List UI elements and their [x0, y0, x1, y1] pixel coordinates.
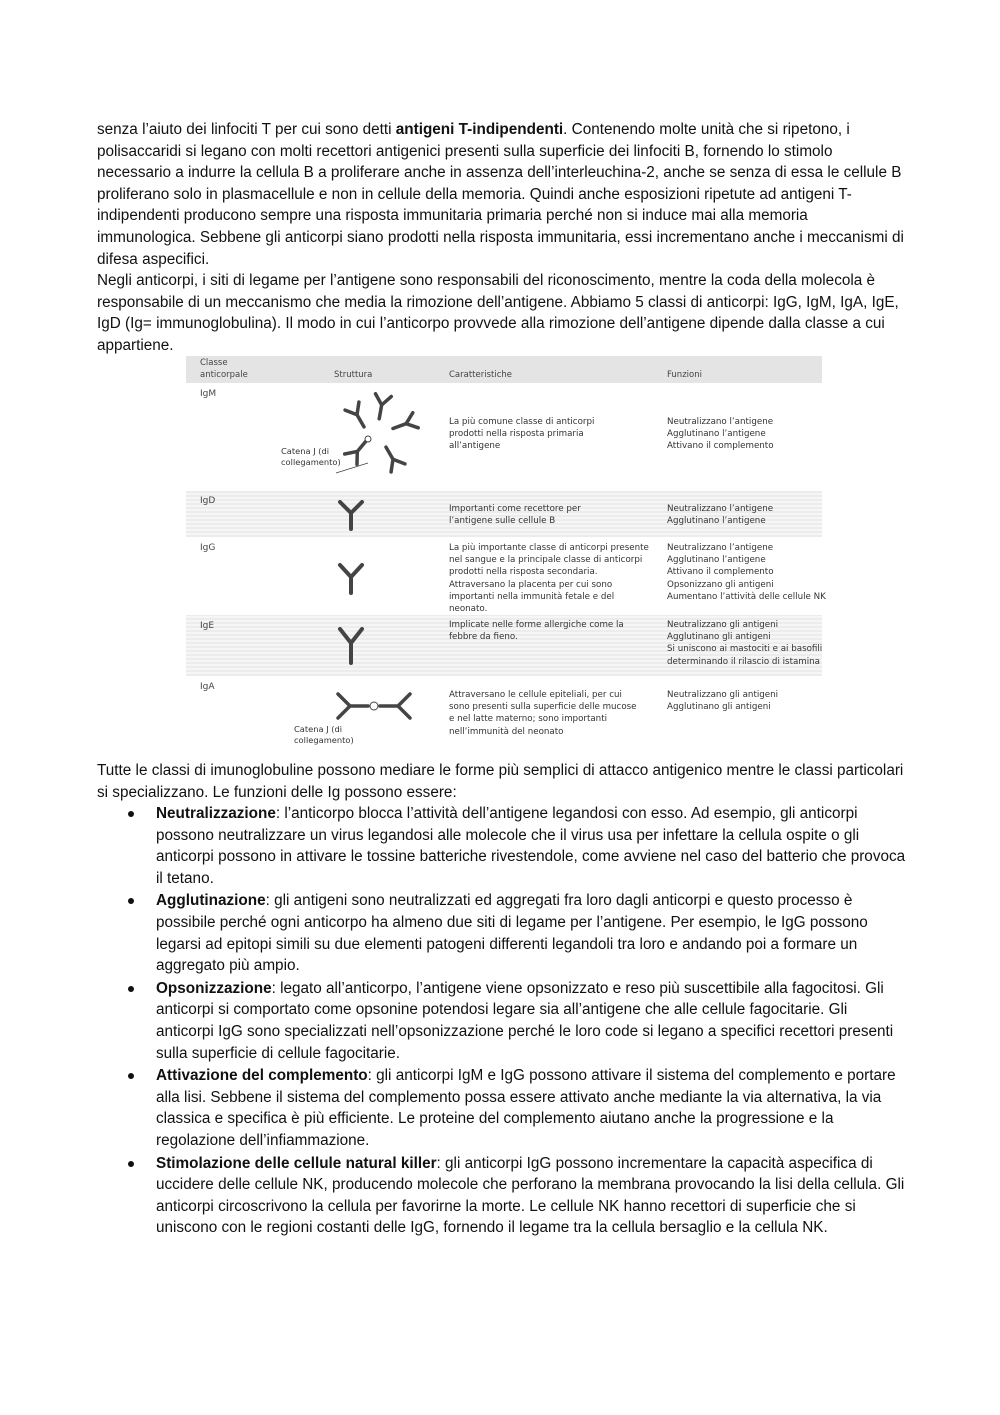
bullet-term: Attivazione del complemento — [156, 1067, 368, 1085]
list-item — [97, 1153, 909, 1239]
bullet-term: Opsonizzazione — [156, 979, 272, 997]
igm-pentamer-icon — [326, 391, 436, 491]
j-chain-label: Catena J (di collegamento) — [281, 446, 341, 467]
function-item: Si uniscono ai mastociti e ai basofili — [667, 644, 823, 655]
function-item: Attivano il complemento — [667, 567, 774, 578]
intro-bold-term: antigeni T-indipendenti — [395, 121, 564, 138]
row-igm — [186, 383, 822, 491]
row-ige — [186, 615, 822, 676]
bullet-icon — [128, 1073, 134, 1079]
row-iga — [186, 676, 822, 752]
function-item: determinando il rilascio di istamina — [667, 656, 821, 667]
bullet-icon — [128, 811, 134, 817]
antibody-classes-figure — [186, 356, 826, 752]
bullet-icon — [128, 898, 134, 904]
header-anticorpale: anticorpale — [200, 370, 248, 380]
function-item: Neutralizzano l’antigene — [667, 504, 774, 514]
class-name: IgM — [200, 389, 217, 399]
function-item: Neutralizzano l’antigene — [667, 543, 774, 553]
bullet-term: Neutralizzazione — [156, 805, 276, 822]
list-item — [97, 1065, 909, 1151]
class-description: Importanti come recettore per l’antigene sulle cellule B — [449, 504, 581, 527]
bullet-text: : legato all’anticorpo, l’antigene viene opsonizzato e reso più suscettibile alla fagocitosi. Gli anticorpi si comportato come opsonine potendosi legare sia all’antigene che alle cellule fagocitarie. Gli anticorpi IgG sono specializzati nell’opsonizzazione perché le loro code si legano a specifici recettori presenti sulla superficie di cellule fagocitarie. — [156, 979, 894, 1062]
function-item: Agglutinano l’antigene — [667, 429, 766, 440]
bullet-icon — [128, 1161, 134, 1167]
list-item — [97, 978, 909, 1064]
function-item: Agglutinano l’antigene — [667, 516, 766, 527]
class-name: IgA — [200, 682, 215, 692]
j-chain-label: Catena J (di collegamento) — [294, 724, 354, 745]
function-item: Agglutinano gli antigeni — [667, 702, 771, 713]
bullet-text: : gli antigeni sono neutralizzati ed aggregati fra loro dagli anticorpi e questo processo è possibile perché ogni anticorpo ha almeno due siti di legame per l’antigene. Per esempio, le IgG possono legarsi ad epitopi simili su due elementi patogeni differenti legandoli tra loro e andando poi a formare un aggregato più ampio. — [156, 892, 868, 975]
class-name: IgE — [200, 621, 215, 631]
class-description: La più importante classe di anticorpi presente nel sangue e la principale classe di anticorpi prodotti nella risposta secondaria. Attraversano la placenta per cui sono importanti nella immunità fetale e del neonato. — [449, 543, 649, 615]
bullet-icon — [128, 986, 134, 992]
list-item — [97, 803, 909, 889]
function-item: Neutralizzano gli antigeni — [667, 620, 779, 630]
iga-dimer-icon — [326, 684, 422, 728]
bullet-text: : gli anticorpi IgM e IgG possono attivare il sistema del complemento e portare alla lisi. Sebbene il sistema del complemento possa essere attivato anche mediante la via alternativa, la via classica e specifica è più efficiente. Le proteine del complemento aiutano anche la progressione e la regolazione dell’infiammazione. — [156, 1067, 896, 1149]
class-functions — [667, 416, 827, 453]
bullet-term: Agglutinazione — [156, 892, 266, 910]
function-item: Opsonizzano gli antigeni — [667, 579, 774, 590]
class-name: IgG — [200, 543, 216, 553]
class-name: IgD — [200, 496, 216, 506]
function-item: Neutralizzano l’antigene — [667, 417, 774, 427]
bullet-term: Stimolazione delle cellule natural killer — [156, 1154, 437, 1172]
class-description: Implicate nelle forme allergiche come la febbre da fieno. — [449, 620, 624, 643]
igg-monomer-icon — [336, 561, 366, 595]
figure-header — [186, 356, 822, 383]
class-functions — [667, 503, 827, 527]
functions-intro-paragraph: Tutte le classi di imunoglobuline possono mediare le forme più semplici di attacco antigenico mentre le classi particolari si specializzano. Le funzioni delle Ig possono essere: — [97, 762, 904, 801]
function-item: Neutralizzano gli antigeni — [667, 690, 779, 700]
ige-monomer-icon — [336, 625, 366, 665]
antibody-classes-paragraph: Negli anticorpi, i siti di legame per l’antigene sono responsabili del riconoscimento, mentre la coda della molecola è responsabile di un meccanismo che media la rimozione dell’antigene. Abbiamo 5 classi di anticorpi: IgG, IgM, IgA, IgE, IgD (Ig= immunoglobulina). Il modo in cui l’anticorpo provvede alla rimozione dell’antigene dipende dalla classe a cui appartiene. — [97, 272, 899, 354]
igd-monomer-icon — [336, 499, 366, 531]
function-item: Aumentano l’attività delle cellule NK — [667, 591, 826, 602]
list-item — [97, 890, 909, 976]
header-struttura: Struttura — [334, 370, 373, 380]
class-functions — [667, 619, 827, 668]
header-caratteristiche: Caratteristiche — [449, 370, 513, 380]
intro-text-1: senza l’aiuto dei linfociti T per cui sono detti — [97, 121, 396, 138]
row-igg — [186, 537, 826, 615]
class-description: La più comune classe di anticorpi prodotti nella risposta primaria all’antigene — [449, 417, 595, 452]
class-functions — [667, 689, 827, 713]
intro-text-2: . Contenendo molte unità che si ripetono, i polisaccaridi si legano con molti recettori antigenici presenti sulla superficie dei linfociti B, fornendo lo stimolo necessario a indurre la cellula B a proliferare anche in assenza dell’interleuchina-2, anche se senza di essa le cellule B proliferano solo in plasmacellule e non in cellule della memoria. Quindi anche esposizioni ripetute ad antigeni T-indipendenti producono sempre una risposta immunitaria primaria perché non si induce mai alla memoria immunologica. Sebbene gli anticorpi siano prodotti nella risposta immunitaria, essi incrementano anche i meccanismi di difesa aspecifici. — [97, 121, 904, 268]
row-igd — [186, 491, 822, 537]
functions-list — [97, 803, 909, 1240]
intro-paragraph — [97, 119, 909, 270]
j-chain-pointer-icon — [336, 463, 376, 475]
header-funzioni: Funzioni — [667, 370, 702, 380]
function-item: Attivano il complemento — [667, 441, 774, 452]
function-item: Agglutinano gli antigeni — [667, 632, 771, 643]
bullet-text: : gli anticorpi IgG possono incrementare la capacità aspecifica di uccidere delle cellule NK, producendo molecole che perforano la membrana provocando la lisi della cellula. Gli anticorpi circoscrivono la cellula per favorirne la morte. Le cellule NK hanno recettori di superficie che si uniscono con le regioni costanti delle IgG, fornendo il legame tra la cellula bersaglio e la cellula NK. — [156, 1154, 905, 1237]
class-description: Attraversano le cellule epiteliali, per cui sono presenti sulla superficie delle mucose e nel latte materno; sono importanti nell’immunità del neonato — [449, 690, 637, 737]
bullet-text: : l’anticorpo blocca l’attività dell’antigene legandosi con esso. Ad esempio, gli anticorpi possono neutralizzare un virus legandosi alle molecole che il virus usa per infettare la cellula ospite o gli anticorpi possono in attivare le tossine batteriche rivestendole, come avviene nel caso del batterio che provoca il tetano. — [156, 805, 906, 887]
function-item: Agglutinano l’antigene — [667, 555, 766, 566]
header-classe: Classe — [200, 358, 228, 368]
class-functions — [667, 542, 827, 603]
